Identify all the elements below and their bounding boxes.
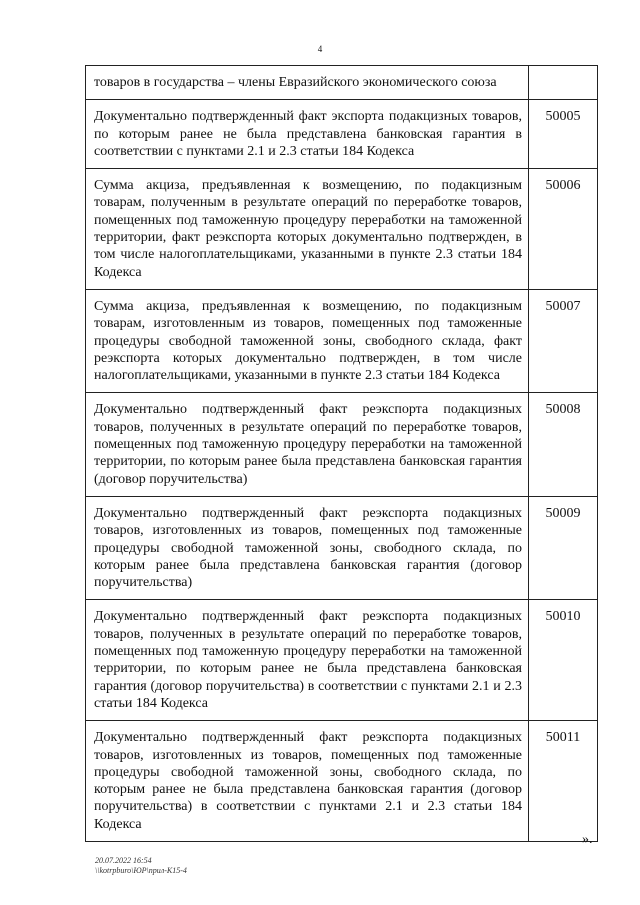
row-code: 50007 [529, 289, 598, 392]
row-code: 50009 [529, 496, 598, 599]
row-description: Документально подтвержденный факт реэкспорта подакцизных товаров, изготовленных из товаров, помещенных под таможенные процедуры свободной таможенной зоны, свободного склада, по которым ранее была представлена банковская гарантия (договор поручительства) [86, 496, 529, 599]
table-row [86, 66, 598, 100]
document-footer [95, 856, 187, 876]
table-row [86, 169, 598, 290]
footer-timestamp: 20.07.2022 16:54 [95, 856, 152, 865]
row-description: Сумма акциза, предъявленная к возмещению, по подакцизным товарам, изготовленным из товаров, помещенных под таможенные процедуры свободной таможенной зоны, свободного склада, факт реэкспорта которых документально подтвержден, в том числе налогоплательщиками, указанными в пункте 2.3 статьи 184 Кодекса [86, 289, 529, 392]
closing-quote-mark: ». [582, 832, 593, 847]
row-description: Документально подтвержденный факт реэкспорта подакцизных товаров, полученных в результате операций по переработке товаров, помещенных под таможенную процедуру переработки на таможенной территории, по которым ранее не была представлена банковская гарантия (договор поручительства) в соответствии с пунктами 2.1 и 2.3 статьи 184 Кодекса [86, 600, 529, 721]
table-row [86, 496, 598, 599]
row-description: Документально подтвержденный факт реэкспорта подакцизных товаров, полученных в результате операций по переработке товаров, помещенных под таможенную процедуру переработки на таможенной территории, по которым ранее была представлена банковская гарантия (договор поручительства) [86, 393, 529, 496]
operation-codes-table [85, 65, 598, 842]
row-description: товаров в государства – члены Евразийского экономического союза [86, 66, 529, 100]
footer-file-path: \\kotrpburo\ЮР\прил-К15-4 [95, 866, 187, 875]
page-number: 4 [317, 44, 323, 54]
row-code [529, 66, 598, 100]
row-description: Документально подтвержденный факт реэкспорта подакцизных товаров, изготовленных из товаров, помещенных под таможенные процедуры свободной таможенной зоны, свободного склада, по которым ранее не была представлена банковская гарантия (договор поручительства) в соответствии с пунктами 2.1 и 2.3 статьи 184 Кодекса [86, 721, 529, 842]
row-code: 50005 [529, 100, 598, 169]
row-code: 50006 [529, 169, 598, 290]
table-row [86, 100, 598, 169]
table-row [86, 393, 598, 496]
table-row [86, 600, 598, 721]
row-description: Документально подтвержденный факт экспорта подакцизных товаров, по которым ранее не была представлена банковская гарантия в соответствии с пунктами 2.1 и 2.3 статьи 184 Кодекса [86, 100, 529, 169]
row-code: 50008 [529, 393, 598, 496]
table-row [86, 289, 598, 392]
table-row [86, 721, 598, 842]
row-description: Сумма акциза, предъявленная к возмещению, по подакцизным товарам, полученным в результате операций по переработке товаров, помещенных под таможенную процедуру переработки на таможенной территории, факт реэкспорта которых документально подтвержден, в том числе налогоплательщиками, указанными в пункте 2.3 статьи 184 Кодекса [86, 169, 529, 290]
row-code: 50010 [529, 600, 598, 721]
row-code: 50011 [529, 721, 598, 842]
